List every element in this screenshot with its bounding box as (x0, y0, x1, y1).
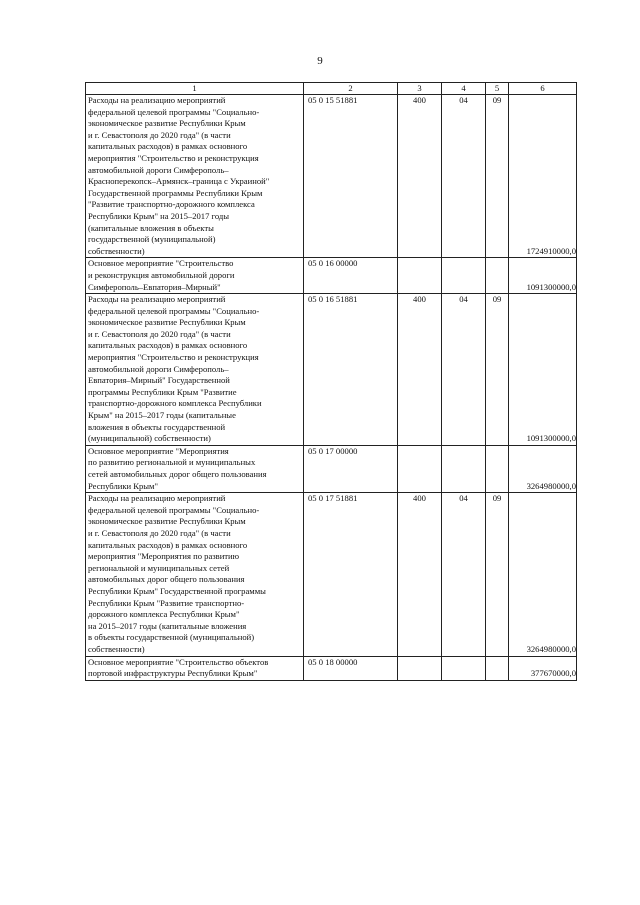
amount: 377670000,0 (509, 656, 577, 680)
description-line: в объекты государственной (муниципальной) (88, 632, 255, 643)
table-row (86, 95, 577, 258)
description-line: "Развитие транспортно-дорожного комплекса (88, 199, 255, 210)
column-header: 3 (398, 83, 442, 95)
subsection-code: 09 (486, 493, 509, 656)
description-line: транспортно-дорожного комплекса Республики (88, 398, 262, 409)
description-line: Симферополь–Евпатория–Мирный" (88, 281, 221, 292)
description-line: Государственной программы Республики Крым (88, 187, 263, 198)
description-line: портовой инфраструктуры Республики Крым" (88, 668, 258, 679)
column-header: 6 (509, 83, 577, 95)
expense-type-code (398, 445, 442, 492)
description-line: Евпатория–Мирный" Государственной (88, 375, 230, 386)
table-row (86, 445, 577, 492)
description-line: региональной и муниципальных сетей (88, 562, 230, 573)
subsection-code (486, 258, 509, 294)
description-line: вложения в объекты государственной (88, 421, 226, 432)
section-code: 04 (442, 493, 486, 656)
expense-type-code (398, 656, 442, 680)
description-line: собственности) (88, 245, 145, 256)
amount: 3264980000,0 (509, 493, 577, 656)
description-line: Республики Крым" (88, 480, 159, 491)
description-line: Красноперекопск–Армянск–граница с Украиной" (88, 176, 270, 187)
description-line: Основное мероприятие "Строительство (88, 258, 234, 269)
expense-description (86, 656, 304, 680)
description-line: и реконструкция автомобильной дороги (88, 269, 235, 280)
table-row (86, 493, 577, 656)
description-line: автомобильных дорог общего пользования (88, 574, 245, 585)
description-line: федеральной целевой программы "Социально- (88, 504, 260, 515)
description-line: и г. Севастополя до 2020 года" (в части (88, 328, 231, 339)
description-line: мероприятия "Строительство и реконструкция (88, 352, 259, 363)
subsection-code (486, 656, 509, 680)
subsection-code (486, 445, 509, 492)
description-line: Расходы на реализацию мероприятий (88, 294, 226, 305)
description-line: Расходы на реализацию мероприятий (88, 493, 226, 504)
column-header: 1 (86, 83, 304, 95)
description-line: экономическое развитие Республики Крым (88, 118, 246, 129)
description-line: Крым" на 2015–2017 годы (капитальные (88, 410, 236, 421)
description-line: дорожного комплекса Республики Крым" (88, 609, 240, 620)
description-line: на 2015–2017 годы (капитальные вложения (88, 620, 247, 631)
column-header: 5 (486, 83, 509, 95)
description-line: автомобильной дороги Симферополь– (88, 164, 229, 175)
expense-description (86, 294, 304, 446)
budget-code: 05 0 17 00000 (304, 445, 398, 492)
description-line: мероприятия "Мероприятия по развитию (88, 551, 240, 562)
description-line: программы Республики Крым "Развитие (88, 386, 237, 397)
table-row (86, 656, 577, 680)
description-line: собственности) (88, 643, 145, 654)
section-code (442, 656, 486, 680)
description-line: Основное мероприятие "Строительство объектов (88, 656, 269, 667)
description-line: мероприятия "Строительство и реконструкция (88, 152, 259, 163)
amount: 1724910000,0 (509, 95, 577, 258)
description-line: капитальных расходов) в рамках основного (88, 141, 248, 152)
description-line: капитальных расходов) в рамках основного (88, 340, 248, 351)
section-code (442, 258, 486, 294)
amount: 1091300000,0 (509, 294, 577, 446)
column-header: 2 (304, 83, 398, 95)
description-line: Республики Крым" Государственной программы (88, 585, 266, 596)
expense-description (86, 258, 304, 294)
budget-code: 05 0 18 00000 (304, 656, 398, 680)
expense-type-code: 400 (398, 493, 442, 656)
description-line: государственной (муниципальной) (88, 234, 216, 245)
budget-code: 05 0 16 00000 (304, 258, 398, 294)
description-line: (муниципальной) собственности) (88, 433, 211, 444)
budget-code: 05 0 17 51881 (304, 493, 398, 656)
table-row (86, 294, 577, 446)
expense-type-code: 400 (398, 95, 442, 258)
page-number: 9 (317, 55, 323, 67)
description-line: и г. Севастополя до 2020 года" (в части (88, 527, 231, 538)
expense-description (86, 445, 304, 492)
expense-description (86, 493, 304, 656)
column-header: 4 (442, 83, 486, 95)
description-line: Основное мероприятие "Мероприятия (88, 445, 229, 456)
subsection-code: 09 (486, 294, 509, 446)
description-line: Республики Крым" на 2015–2017 годы (88, 210, 230, 221)
budget-code: 05 0 15 51881 (304, 95, 398, 258)
amount: 1091300000,0 (509, 258, 577, 294)
description-line: Расходы на реализацию мероприятий (88, 95, 226, 105)
expense-description (86, 95, 304, 258)
expense-type-code: 400 (398, 294, 442, 446)
subsection-code: 09 (486, 95, 509, 258)
description-line: (капитальные вложения в объекты (88, 222, 214, 233)
description-line: сетей автомобильных дорог общего пользования (88, 469, 267, 479)
section-code: 04 (442, 95, 486, 258)
description-line: капитальных расходов) в рамках основного (88, 539, 248, 550)
description-line: и г. Севастополя до 2020 года" (в части (88, 129, 231, 140)
table-header-row (86, 83, 577, 95)
budget-table (85, 82, 577, 681)
budget-code: 05 0 16 51881 (304, 294, 398, 446)
description-line: автомобильной дороги Симферополь– (88, 363, 229, 374)
section-code: 04 (442, 294, 486, 446)
amount: 3264980000,0 (509, 445, 577, 492)
description-line: федеральной целевой программы "Социально- (88, 106, 260, 117)
table-row (86, 258, 577, 294)
section-code (442, 445, 486, 492)
description-line: экономическое развитие Республики Крым (88, 516, 246, 527)
description-line: Республики Крым "Развитие транспортно- (88, 597, 245, 608)
description-line: экономическое развитие Республики Крым (88, 317, 246, 328)
expense-type-code (398, 258, 442, 294)
description-line: по развитию региональной и муниципальных (88, 457, 256, 468)
description-line: федеральной целевой программы "Социально- (88, 305, 260, 316)
